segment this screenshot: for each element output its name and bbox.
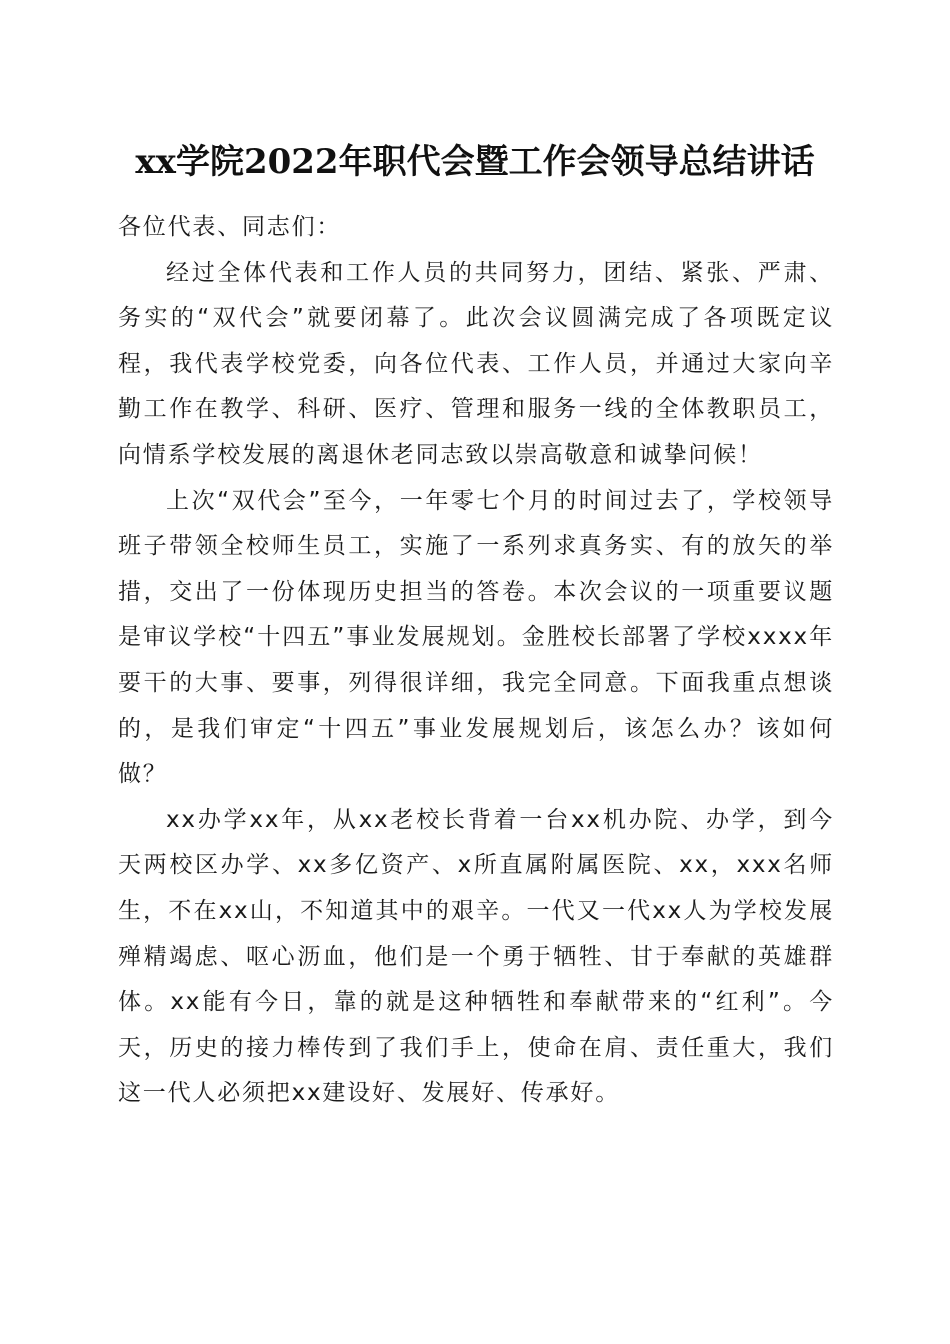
- document-title: xx学院2022年职代会暨工作会领导总结讲话: [135, 142, 815, 182]
- paragraph-2: 上次“双代会”至今，一年零七个月的时间过去了，学校领导班子带领全校师生员工，实施了一系列求真务实、有的放矢的举措，交出了一份体现历史担当的答卷。本次会议的一项重要议题是审议学校“十四五”事业发展规划。金胜校长部署了学校xxxx年要干的大事、要事，列得很详细，我完全同意。下面我重点想谈的，是我们审定“十四五”事业发展规划后，该怎么办？该如何做？: [118, 487, 834, 788]
- paragraph-3: xx办学xx年，从xx老校长背着一台xx机办院、办学，到今天两校区办学、xx多亿资产、x所直属附属医院、xx，xxx名师生，不在xx山，不知道其中的艰辛。一代又一代xx人为学校发展殚精竭虑、呕心沥血，他们是一个勇于牺牲、甘于奉献的英雄群体。xx能有今日，靠的就是这种牺牲和奉献带来的“红利”。今天，历史的接力棒传到了我们手上，使命在肩、责任重大，我们这一代人必须把xx建设好、发展好、传承好。: [118, 806, 834, 1107]
- greeting: 各位代表、同志们：: [118, 214, 342, 240]
- paragraph-1: 经过全体代表和工作人员的共同努力，团结、紧张、严肃、务实的“双代会”就要闭幕了。此次会议圆满完成了各项既定议程，我代表学校党委，向各位代表、工作人员，并通过大家向辛勤工作在教学、科研、医疗、管理和服务一线的全体教职员工，向情系学校发展的离退休老同志致以崇高敬意和诚挚问候！: [118, 259, 834, 468]
- document-body: [118, 205, 834, 1117]
